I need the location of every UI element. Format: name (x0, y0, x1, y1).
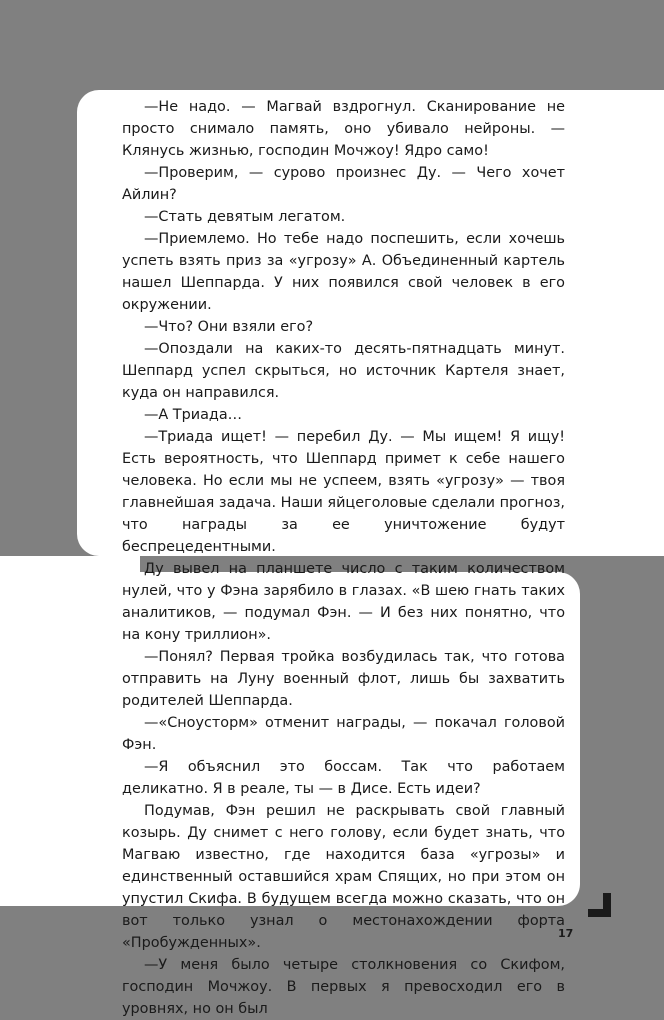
paragraph: —Приемлемо. Но тебе надо поспешить, если хочешь успеть взять приз за «угрозу» А. Объединенный картель нашел Шеппарда. У них появился свой человек в его окружении. (122, 231, 565, 313)
paragraph: —«Сноусторм» отменит награды, — покачал головой Фэн. (122, 715, 565, 753)
paragraph: —Что? Они взяли его? (144, 319, 314, 335)
paragraph: —А Триада… (144, 407, 243, 423)
paragraph: —Стать девятым легатом. (144, 209, 346, 225)
paragraph: Подумав, Фэн решил не раскрывать свой главный козырь. Ду снимет с него голову, если будет знать, что Магваю известно, где находится база «угрозы» и единственный оставшийся храм Спящих, но при этом он упустил Скифа. В будущем всегда можно сказать, что он вот только узнал о местонахождении форта «Пробужденных». (122, 803, 565, 951)
paragraph: —Проверим, — сурово произнес Ду. — Чего хочет Айлин? (122, 165, 565, 203)
paragraph: —Опоздали на каких-то десять-пятнадцать минут. Шеппард успел скрыться, но источник Картеля знает, куда он направился. (122, 341, 565, 401)
corner-mark-icon (588, 893, 611, 917)
paragraph: —Понял? Первая тройка возбудилась так, что готова отправить на Луну военный флот, лишь бы захватить родителей Шеппарда. (122, 649, 565, 709)
paragraph: —Триада ищет! — перебил Ду. — Мы ищем! Я ищу! Есть вероятность, что Шеппард примет к себе нашего человека. Но если мы не успеем, взять «угрозу» — твоя главнейшая задача. Наши яйцеголовые сделали прогноз, что награды за ее уничтожение будут беспрецедентными. (122, 429, 565, 555)
page-number: 17 (558, 927, 574, 940)
paragraph: —У меня было четыре столкновения со Скифом, господин Мочжоу. В первых я превосходил его в уровнях, но он был (122, 957, 565, 1017)
body-text (122, 96, 565, 1020)
text-panel-bottom-extension (0, 556, 140, 596)
paragraph: Ду вывел на планшете число с таким количеством нулей, что у Фэна зарябило в глазах. «В шею гнать таких аналитиков, — подумал Фэн. — И без них понятно, что на кону триллион». (122, 561, 565, 643)
paragraph: —Я объяснил это боссам. Так что работаем деликатно. Я в реале, ты — в Дисе. Есть идеи? (122, 759, 565, 797)
text-panel-top-extension (560, 90, 664, 287)
paragraph: —Не надо. — Магвай вздрогнул. Сканирование не просто снимало память, оно убивало нейроны. — Клянусь жизнью, господин Мочжоу! Ядро само! (122, 99, 565, 159)
